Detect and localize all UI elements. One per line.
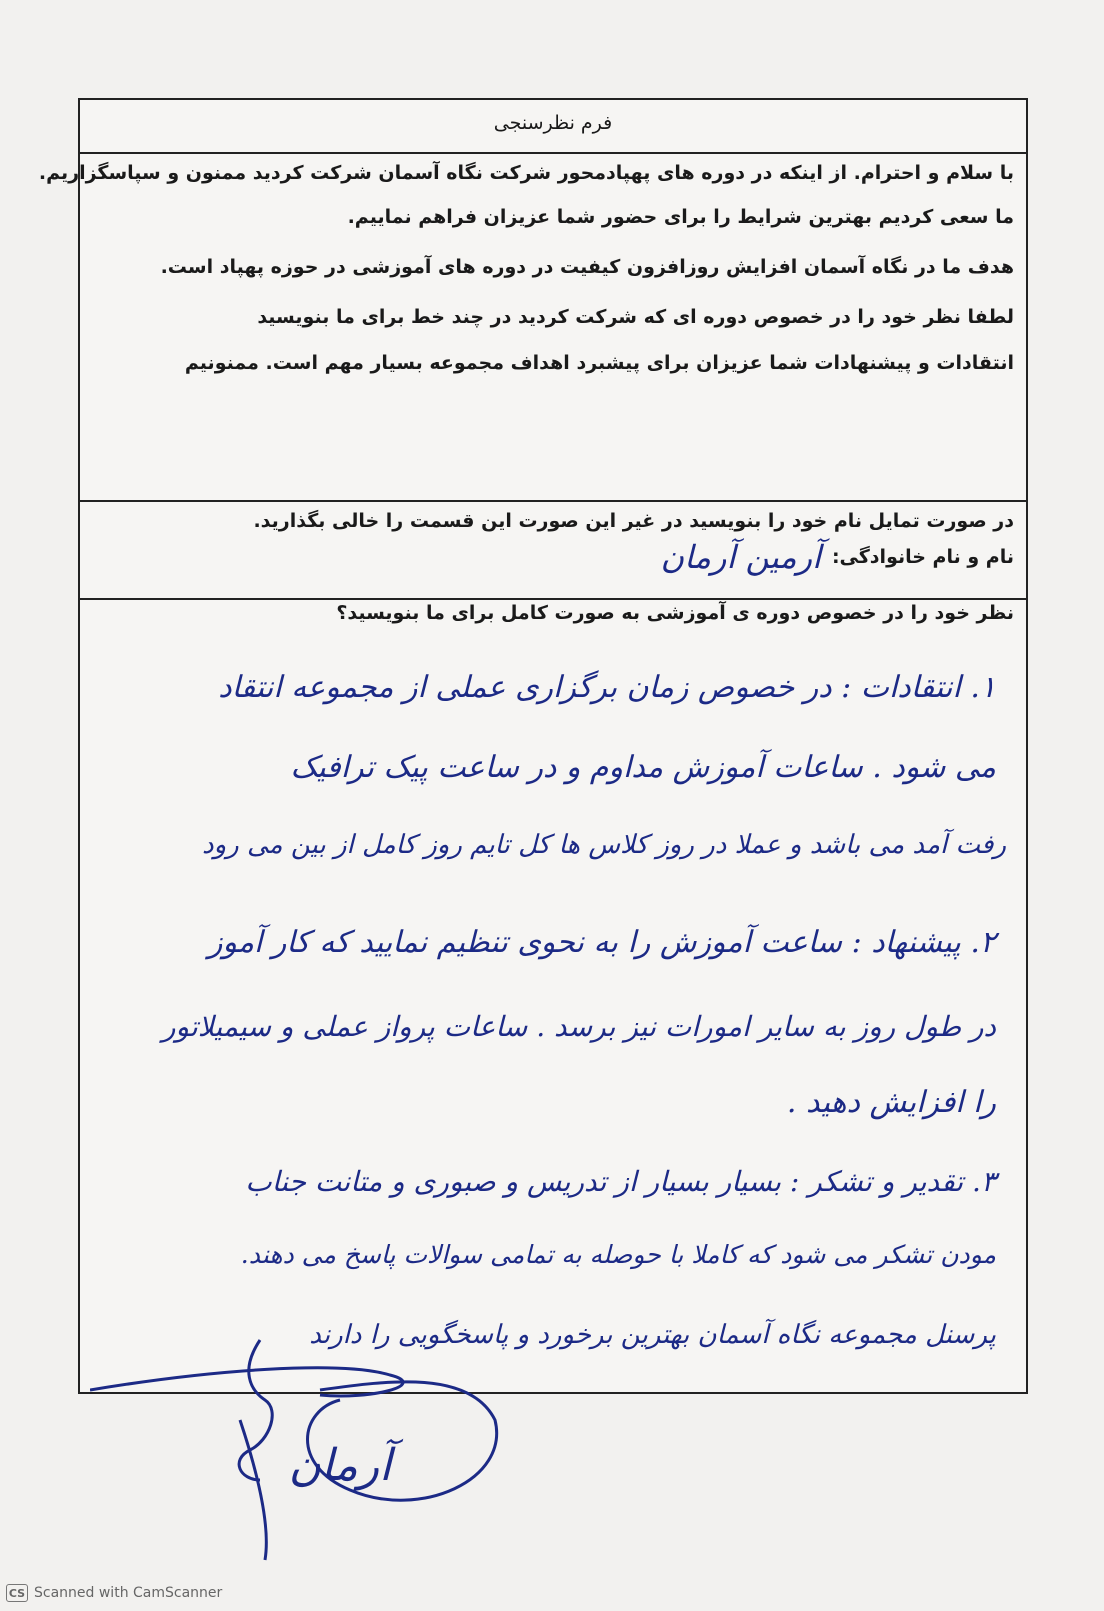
name-label: نام و نام خانوادگی: <box>831 546 1014 568</box>
signature-text: آرمان <box>288 1440 392 1491</box>
handwritten-line: را افزایش دهید . <box>786 1085 996 1120</box>
form-title-row <box>80 100 1026 154</box>
handwritten-line: ۱. انتقادات : در خصوص زمان برگزاری عملی از مجموعه انتقاد <box>218 670 996 705</box>
signature-mark <box>90 1330 530 1580</box>
form-title: فرم نظرسنجی <box>493 112 613 134</box>
comment-prompt: نظر خود را در خصوص دوره ی آموزشی به صورت کامل برای ما بنویسید؟ <box>336 602 1014 624</box>
handwritten-line: مودن تشکر می شود که کاملا با حوصله به تمامی سوالات پاسخ می دهند. <box>240 1240 996 1269</box>
handwritten-line: رفت آمد می باشد و عملا در روز کلاس ها کل تایم روز کامل از بین می رود <box>202 830 1006 860</box>
survey-form <box>38 98 1028 1394</box>
handwritten-line: می شود . ساعات آموزش مداوم و در ساعت پیک ترافیک <box>290 750 996 785</box>
name-section <box>80 502 1026 600</box>
handwritten-line: ۲. پیشنهاد : ساعت آموزش را به نحوی تنظیم نمایید که کار آموز <box>207 925 996 960</box>
handwritten-line: ۳. تقدیر و تشکر : بسیار بسیار از تدریس و صبوری و متانت جناب <box>245 1165 996 1198</box>
intro-section <box>38 154 1026 502</box>
camscanner-watermark <box>6 1582 222 1604</box>
handwritten-line: پرسنل مجموعه نگاه آسمان بهترین برخورد و پاسخگویی را دارند <box>309 1320 996 1350</box>
intro-line: ما سعی کردیم بهترین شرایط را برای حضور شما عزیزان فراهم نماییم. <box>347 206 1014 228</box>
handwritten-line: در طول روز به سایر امورات نیز برسد . ساعات پرواز عملی و سیمیلاتور <box>162 1010 996 1043</box>
intro-line: لطفا نظر خود را در خصوص دوره ای که شرکت کردید در چند خط برای ما بنویسید <box>257 306 1014 328</box>
name-value: آرمین آرمان <box>660 538 821 576</box>
intro-line: هدف ما در نگاه آسمان افزایش روزافزون کیفیت در دوره های آموزشی در حوزه پهپاد است. <box>160 256 1014 278</box>
intro-line: با سلام و احترام. از اینکه در دوره های پهپادمحور شرکت نگاه آسمان شرکت کردید ممنون و سپاسگزاریم. <box>38 162 1014 184</box>
comment-section <box>80 600 1026 1394</box>
watermark-text: Scanned with CamScanner <box>34 1585 223 1601</box>
camscanner-logo: CS <box>6 1584 28 1602</box>
name-instruction: در صورت تمایل نام خود را بنویسید در غیر این صورت این قسمت را خالی بگذارید. <box>253 510 1014 532</box>
intro-line: انتقادات و پیشنهادات شما عزیزان برای پیشبرد اهداف مجموعه بسیار مهم است. ممنونیم <box>184 352 1014 374</box>
